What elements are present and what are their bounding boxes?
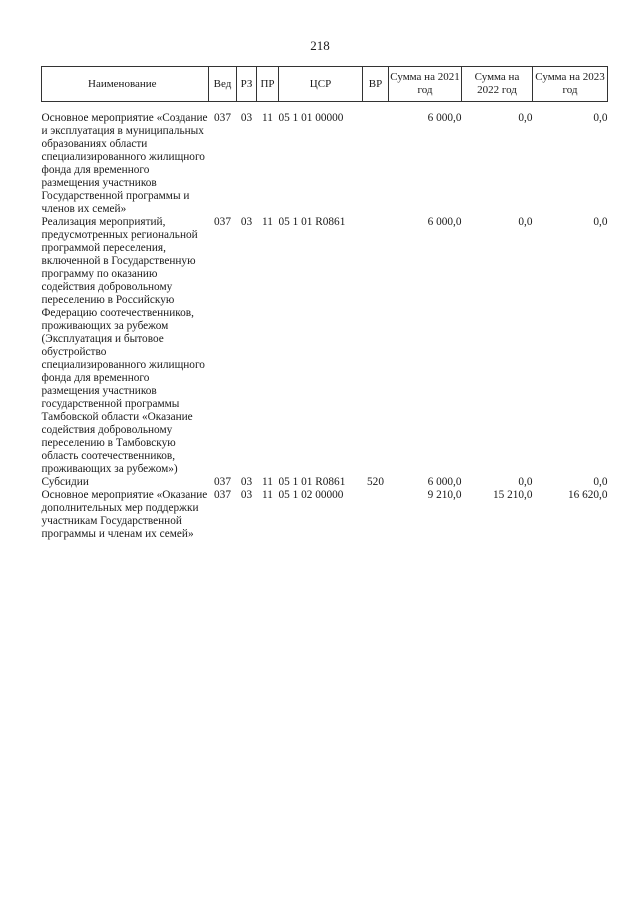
row-csr: 05 1 01 00000	[278, 112, 344, 124]
row-name: Субсидии	[41, 476, 89, 488]
header-ved: Вед	[209, 67, 237, 102]
row-sum-2023: 0,0	[593, 476, 608, 488]
row-ved: 037	[214, 476, 231, 488]
header-rz: РЗ	[237, 67, 257, 102]
row-sum-2021: 6 000,0	[427, 112, 462, 124]
row-name: Реализация мероприятий, предусмотренных региональной программой переселения, включенной в Государственную программу по оказанию содействия добровольному переселению в Российскую Федерацию соотечественников, проживающих за рубежом (Эксплуатация и бытовое обустройство специализированного жилищного фонда для временного размещения участников государственной программы Тамбовской области «Оказание содействия добровольному переселению в Тамбовскую область соотечественников, проживающих за рубежом»)	[41, 216, 205, 475]
row-rz: 03	[240, 489, 253, 501]
row-pr: 11	[262, 216, 273, 228]
row-sum-2022: 0,0	[518, 112, 533, 124]
header-name: Наименование	[42, 67, 209, 102]
row-sum-2023: 0,0	[593, 216, 608, 228]
row-rz: 03	[240, 216, 253, 228]
table-row	[42, 476, 608, 489]
header-csr: ЦСР	[279, 67, 363, 102]
row-sum-2022: 0,0	[518, 216, 533, 228]
row-pr: 11	[262, 112, 273, 124]
row-rz: 03	[240, 112, 253, 124]
row-vr	[363, 216, 389, 476]
row-csr: 05 1 02 00000	[278, 489, 344, 501]
header-sum-2021: Сумма на 2021 год	[389, 67, 462, 102]
row-ved: 037	[214, 112, 231, 124]
budget-table	[41, 66, 608, 541]
row-sum-2021: 6 000,0	[427, 216, 462, 228]
table-header-row	[42, 67, 608, 102]
row-rz: 03	[240, 476, 253, 488]
table-row	[42, 489, 608, 541]
header-sum-2023: Сумма на 2023 год	[533, 67, 608, 102]
row-ved: 037	[214, 489, 231, 501]
row-pr: 11	[262, 489, 273, 501]
row-name: Основное мероприятие «Оказание дополнительных мер поддержки участникам Государственной программы и членам их семей»	[41, 489, 208, 540]
header-vr: ВР	[363, 67, 389, 102]
row-pr: 11	[262, 476, 273, 488]
row-csr: 05 1 01 R0861	[278, 216, 346, 228]
row-vr	[363, 102, 389, 217]
row-sum-2022: 0,0	[518, 476, 533, 488]
header-pr: ПР	[257, 67, 279, 102]
row-ved: 037	[214, 216, 231, 228]
row-sum-2023: 0,0	[593, 112, 608, 124]
row-sum-2022: 15 210,0	[492, 489, 533, 501]
row-vr	[363, 489, 389, 541]
row-sum-2023: 16 620,0	[567, 489, 608, 501]
header-sum-2022: Сумма на 2022 год	[462, 67, 533, 102]
row-sum-2021: 9 210,0	[427, 489, 462, 501]
row-vr: 520	[367, 476, 384, 488]
table-row	[42, 216, 608, 476]
row-name: Основное мероприятие «Создание и эксплуатация в муниципальных образованиях области специализированного жилищного фонда для временного размещения участников Государственной программы и членов их семей»	[41, 112, 208, 215]
table-row	[42, 102, 608, 217]
row-csr: 05 1 01 R0861	[278, 476, 346, 488]
page-number: 218	[310, 38, 330, 53]
row-sum-2021: 6 000,0	[427, 476, 462, 488]
